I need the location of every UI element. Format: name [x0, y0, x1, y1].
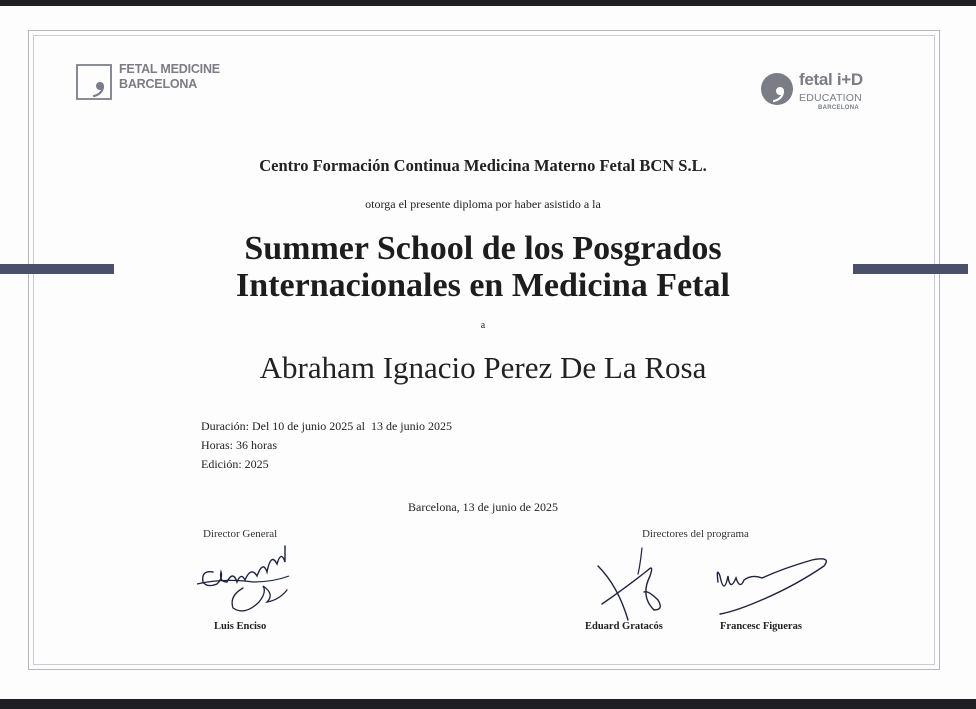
director-general-label: Director General	[203, 528, 278, 540]
fetal-id-barcelona: BARCELONA	[818, 105, 860, 111]
fetal-id-circle-icon	[760, 72, 794, 106]
director-general-name: Luis Enciso	[214, 621, 267, 632]
duration-line: Duración: Del 10 de junio 2025 al 13 de junio 2025	[201, 419, 452, 433]
francesc-figueras-signature	[712, 552, 834, 622]
fmb-logo-line2: BARCELONA	[119, 77, 198, 91]
fetal-id-education: EDUCATION	[799, 92, 862, 104]
fetal-id-brand: fetal i+D	[799, 70, 863, 89]
edition-line: Edición: 2025	[201, 457, 269, 471]
fetal-medicine-barcelona-logo	[75, 62, 255, 106]
course-title	[0, 230, 966, 304]
course-details	[201, 417, 452, 474]
bottom-edge	[0, 699, 976, 709]
diploma-page	[0, 6, 976, 699]
course-title-line2: Internacionales en Medicina Fetal	[236, 267, 730, 304]
program-director-2-name: Francesc Figueras	[720, 621, 802, 632]
place-and-date: Barcelona, 13 de junio de 2025	[408, 500, 558, 514]
connector-word: a	[480, 320, 486, 331]
hours-line: Horas: 36 horas	[201, 438, 277, 452]
fmb-logo-text	[119, 62, 220, 92]
program-directors-label: Directores del programa	[642, 528, 749, 540]
fmb-mark-icon	[75, 63, 113, 101]
program-director-1-name: Eduard Gratacós	[585, 621, 663, 632]
grants-text: otorga el presente diploma por haber asistido a la	[365, 197, 601, 211]
eduard-gratacos-signature	[588, 546, 678, 626]
fetal-id-education-logo	[760, 66, 880, 116]
issuer-name: Centro Formación Continua Medicina Materno Fetal BCN S.L.	[259, 156, 707, 175]
fmb-logo-line1: FETAL MEDICINE	[119, 62, 220, 76]
course-title-line1: Summer School de los Posgrados	[244, 230, 722, 267]
luis-enciso-signature	[193, 542, 303, 622]
recipient-name: Abraham Ignacio Perez De La Rosa	[259, 350, 707, 385]
